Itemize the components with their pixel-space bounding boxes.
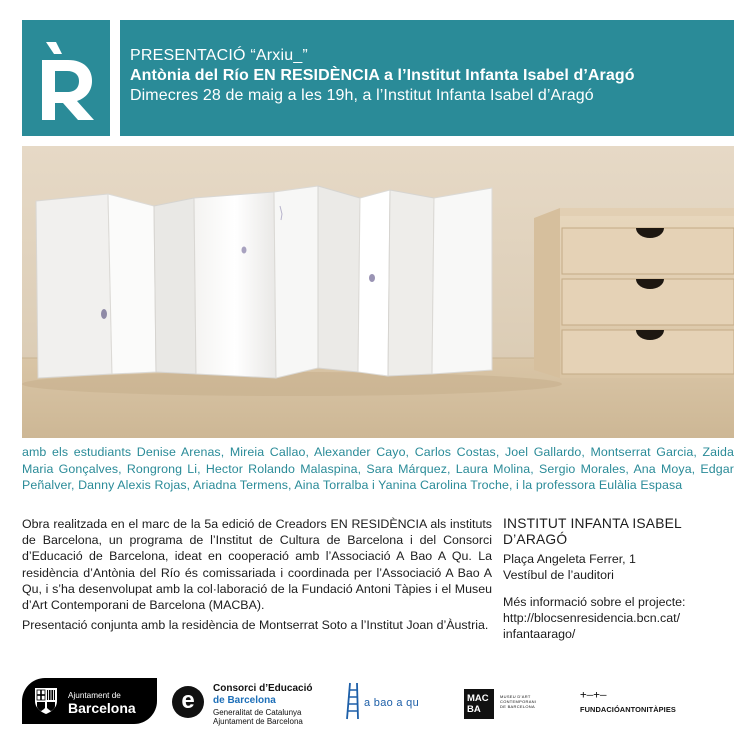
tapies-cross-icon: +–+– bbox=[580, 688, 607, 701]
institute-name-line2: D’ARAGÓ bbox=[503, 532, 568, 548]
macba-small-text: MUSEU D’ART CONTEMPORANI DE BARCELONA bbox=[500, 694, 537, 709]
consorci-name: Consorci d’Educació bbox=[213, 683, 313, 694]
tapies-logo bbox=[580, 688, 680, 720]
sponsor-logos bbox=[0, 672, 756, 747]
consorci-ajuntament: Ajuntament de Barcelona bbox=[213, 717, 303, 726]
consorci-e-icon: e bbox=[172, 686, 204, 718]
joint-presentation-paragraph: Presentació conjunta amb la residència de Montserrat Soto a l’Institut Joan d’Àustria. bbox=[22, 618, 489, 633]
description bbox=[22, 516, 492, 637]
tapies-name: FUNDACIÓANTONITÀPIES bbox=[580, 705, 676, 714]
artwork-photo bbox=[22, 146, 734, 438]
address: Plaça Angeleta Ferrer, 1 bbox=[503, 551, 636, 566]
header-subtitle: Antònia del Río EN RESIDÈNCIA a l’Institut Infanta Isabel d’Aragó bbox=[130, 67, 635, 84]
residencia-logo bbox=[22, 20, 110, 136]
abaoaqu-logo bbox=[344, 681, 434, 721]
institute-name-line1: INSTITUT INFANTA ISABEL bbox=[503, 516, 682, 531]
ajuntament-logo bbox=[22, 678, 157, 724]
header-title: PRESENTACIÓ “Arxiu_” bbox=[130, 47, 308, 64]
venue: Vestíbul de l’auditori bbox=[503, 567, 614, 582]
venue-info bbox=[503, 516, 739, 642]
consorci-generalitat: Generalitat de Catalunya bbox=[213, 708, 302, 717]
barcelona-shield-icon bbox=[34, 687, 58, 715]
abaoaqu-text: a bao a qu bbox=[364, 697, 419, 709]
description-paragraph: Obra realitzada en el marc de la 5a edició de Creadors EN RESIDÈNCIA als instituts de Barcelona, un programa de l’Institut de Cultura de Barcelona i del Consorci d’Educació de Barcelona, ideat en cooperació amb l’Associació A Bao A Qu. La residència d’Antònia del Río és comissariada i coordinada per l’Associació A Bao A Qu, i s’ha desenvolupat amb la col·laboració de la Fundació Antoni Tàpies i el Museu d’Art Contemporani de Barcelona (MACBA). bbox=[22, 517, 492, 613]
header-date: Dimecres 28 de maig a les 19h, a l’Institut Infanta Isabel d’Aragó bbox=[130, 87, 594, 104]
institute-name bbox=[503, 516, 739, 549]
ajuntament-big-text: Barcelona bbox=[68, 700, 136, 716]
students-list: amb els estudiants Denise Arenas, Mireia Callao, Alexander Cayo, Carlos Costas, Joel Gallardo, Montserrat Garcia, Zaida Maria Gonçalves, Rongrong Li, Hector Rolando Malaspina, Sara Márquez, Laura Molina, Sergio Morales, Ana Moya, Edgar Peñalver, Danny Alexis Rojas, Ariadna Termens, Aina Torralba i Yanina Carolina Troche, i la professora Eulàlia Espasa bbox=[22, 445, 734, 493]
r-logo-icon bbox=[22, 20, 110, 136]
consorci-logo bbox=[172, 682, 322, 728]
project-link-line2[interactable]: infantaarago/ bbox=[503, 626, 576, 641]
ladder-icon bbox=[344, 681, 362, 721]
header-band bbox=[120, 20, 734, 136]
macba-block: MAC BA bbox=[464, 689, 494, 719]
project-link-line1[interactable]: http://blocsenresidencia.bcn.cat/ bbox=[503, 610, 681, 625]
more-info-label: Més informació sobre el projecte: bbox=[503, 594, 686, 609]
ajuntament-small-text: Ajuntament de bbox=[68, 691, 121, 700]
consorci-city: de Barcelona bbox=[213, 695, 276, 706]
macba-logo bbox=[464, 689, 554, 719]
